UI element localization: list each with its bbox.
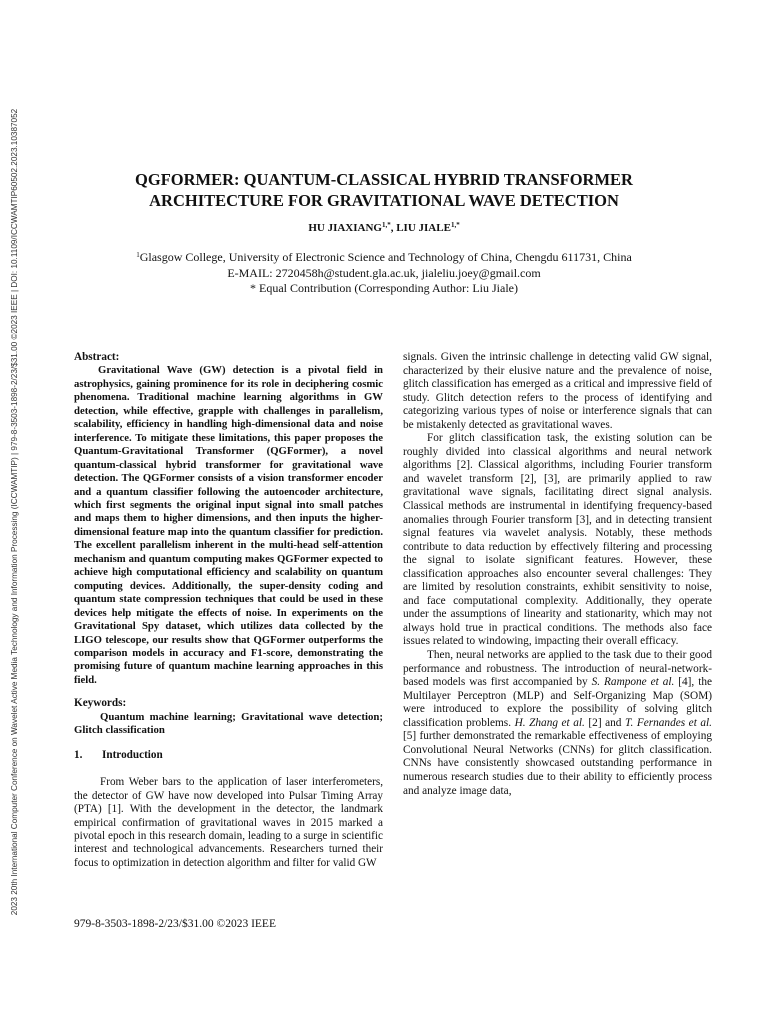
citation-rampone: S. Rampone et al. <box>591 676 675 689</box>
author-separator: , <box>390 222 397 234</box>
citation-fernandes: T. Fernandes et al. <box>625 716 712 729</box>
para3-text-d: [5] further demonstrated the remarkable effectiveness of employing Convolutional Neural Networks (CNNs) for glitch classification. CNNs have consistently showcased outstanding performance in numerous research studies due to their ability to efficiently process and analyze image data, <box>403 730 712 797</box>
para3-text-c: [2] and <box>584 716 625 729</box>
title-line-1: QGFORMER: QUANTUM-CLASSICAL HYBRID TRANSFORMER <box>135 170 633 189</box>
author-1-superscript: 1,* <box>381 221 391 229</box>
author-list <box>80 221 688 235</box>
intro-paragraph-1: From Weber bars to the application of laser interferometers, the detector of GW have now developed into Pulsar Timing Array (PTA) [1]. With the development in the detector, the landmark empirical confirmation of gravitational waves in 2015 marked a pivotal epoch in this research domain, leading to a surge in scientific interest and technological advancements. Researchers turned their focus to optimization in detection algorithm and filter for valid GW <box>74 776 383 869</box>
author-1: HU JIAXIANG <box>308 222 382 234</box>
affiliation-line <box>80 250 688 266</box>
para3-text-b: [4], the Multilayer Perceptron (MLP) and Self-Organizing Map (SOM) were introduced to explore the possibility of solving glitch classification problems. <box>403 676 712 729</box>
copyright-footer: 979-8-3503-1898-2/23/$31.00 ©2023 IEEE <box>74 918 276 930</box>
contribution-note: * Equal Contribution (Corresponding Author: Liu Jiale) <box>250 281 518 295</box>
right-paragraph-1: signals. Given the intrinsic challenge in detecting valid GW signal, characterized by their elusive nature and the prevalence of noise, glitch classification has emerged as a critical and impressive field of study. Glitch detection refers to the process of identifying and categorizing various types of noise or interference signals that can be mistakenly detected as gravitational waves. <box>403 351 712 431</box>
author-2: LIU JIALE <box>396 222 451 234</box>
paper-title <box>80 169 688 211</box>
abstract-heading: Abstract: <box>74 351 120 363</box>
affiliation-block <box>80 250 688 297</box>
right-paragraph-3 <box>403 649 712 798</box>
email-line: E-MAIL: 2720458h@student.gla.ac.uk, jialeliu.joey@gmail.com <box>227 265 541 280</box>
doi-side-strip <box>8 72 22 952</box>
section-title: Introduction <box>102 748 163 761</box>
abstract-body: Gravitational Wave (GW) detection is a pivotal field in astrophysics, gaining prominence for its role in deciphering cosmic phenomena. Traditional machine learning algorithms in GW detection, while effective, grapple with challenges in parallelism, scalability, efficiency in handling high-dimensional data and noise interference. To mitigate these limitations, this paper proposes the Quantum-Gravitational Transformer (QGFormer), a novel quantum-classical hybrid transformer for gravitational wave detection. The QGFormer consists of a vision transformer encoder and a quantum classifier following the autoencoder architecture, which first segments the original input signal into small patches and maps them to higher dimensions, and then inputs the higher-dimensional feature map into the quantum classifier for prediction. The excellent parallelism inherent in the multi-head self-attention mechanism and quantum computing makes QGFormer expected to achieve high computational efficiency and scalability on quantum computing devices. Additionally, the super-density coding and quantum state compression techniques that could be used in these devices help mitigate the effects of noise. In experiments on the Gravitational Spy dataset, which utilizes data collected by the LIGO telescope, our results show that QGFormer outperforms the comparison models in accuracy and F1-score, demonstrating the promising future of quantum machine learning approaches in this field. <box>74 364 383 686</box>
left-column <box>74 351 383 870</box>
author-2-superscript: 1,* <box>450 221 460 229</box>
keywords-body: Quantum machine learning; Gravitational wave detection; Glitch classification <box>74 710 383 737</box>
doi-side-text: 2023 20th International Computer Conference on Wavelet Active Media Technology and Information Processing (ICCWAMTIP) | 979-8-3503-1898-2/23/$31.00 ©2023 IEEE | DOI: 10.1109/ICCWAMTIP60502.2023.10387052 <box>10 108 19 916</box>
section-heading-introduction <box>74 749 383 762</box>
keywords-heading: Keywords: <box>74 697 127 710</box>
section-number: 1. <box>74 748 83 761</box>
para3-text-a: Then, neural networks are applied to the task due to their good performance and robustness. The introduction of neural-network-based models was first accompanied by <box>403 649 712 689</box>
citation-zhang: H. Zhang et al. <box>514 716 585 729</box>
right-column <box>403 351 712 798</box>
title-line-2: ARCHITECTURE FOR GRAVITATIONAL WAVE DETECTION <box>149 191 619 210</box>
affiliation-text: Glasgow College, University of Electronic Science and Technology of China, Chengdu 611731, China <box>139 250 632 264</box>
affiliation-superscript: 1 <box>136 251 140 259</box>
right-paragraph-2: For glitch classification task, the existing solution can be roughly divided into classical algorithms and neural network algorithms [2]. Classical algorithms, including Fourier transform and wavelet transform [2], [3], are primarily applied to raw gravitational wave signals, facilitating direct signal analysis. Classical methods are instrumental in identifying frequency-based anomalies through Fourier transform [3], and in detecting transient signal features via wavelet analysis. Notably, these methods contribute to data reduction by effectively filtering and processing the signal to isolate significant features. However, these classification approaches also encounter several challenges: They are limited by resolution constraints, exhibit sensitivity to noise, and face computational complexity. Additionally, they operate under the assumptions of linearity and stationarity, which may not always hold true in practical conditions. The methods also face issues related to windowing, impacting their overall efficacy. <box>403 432 712 648</box>
